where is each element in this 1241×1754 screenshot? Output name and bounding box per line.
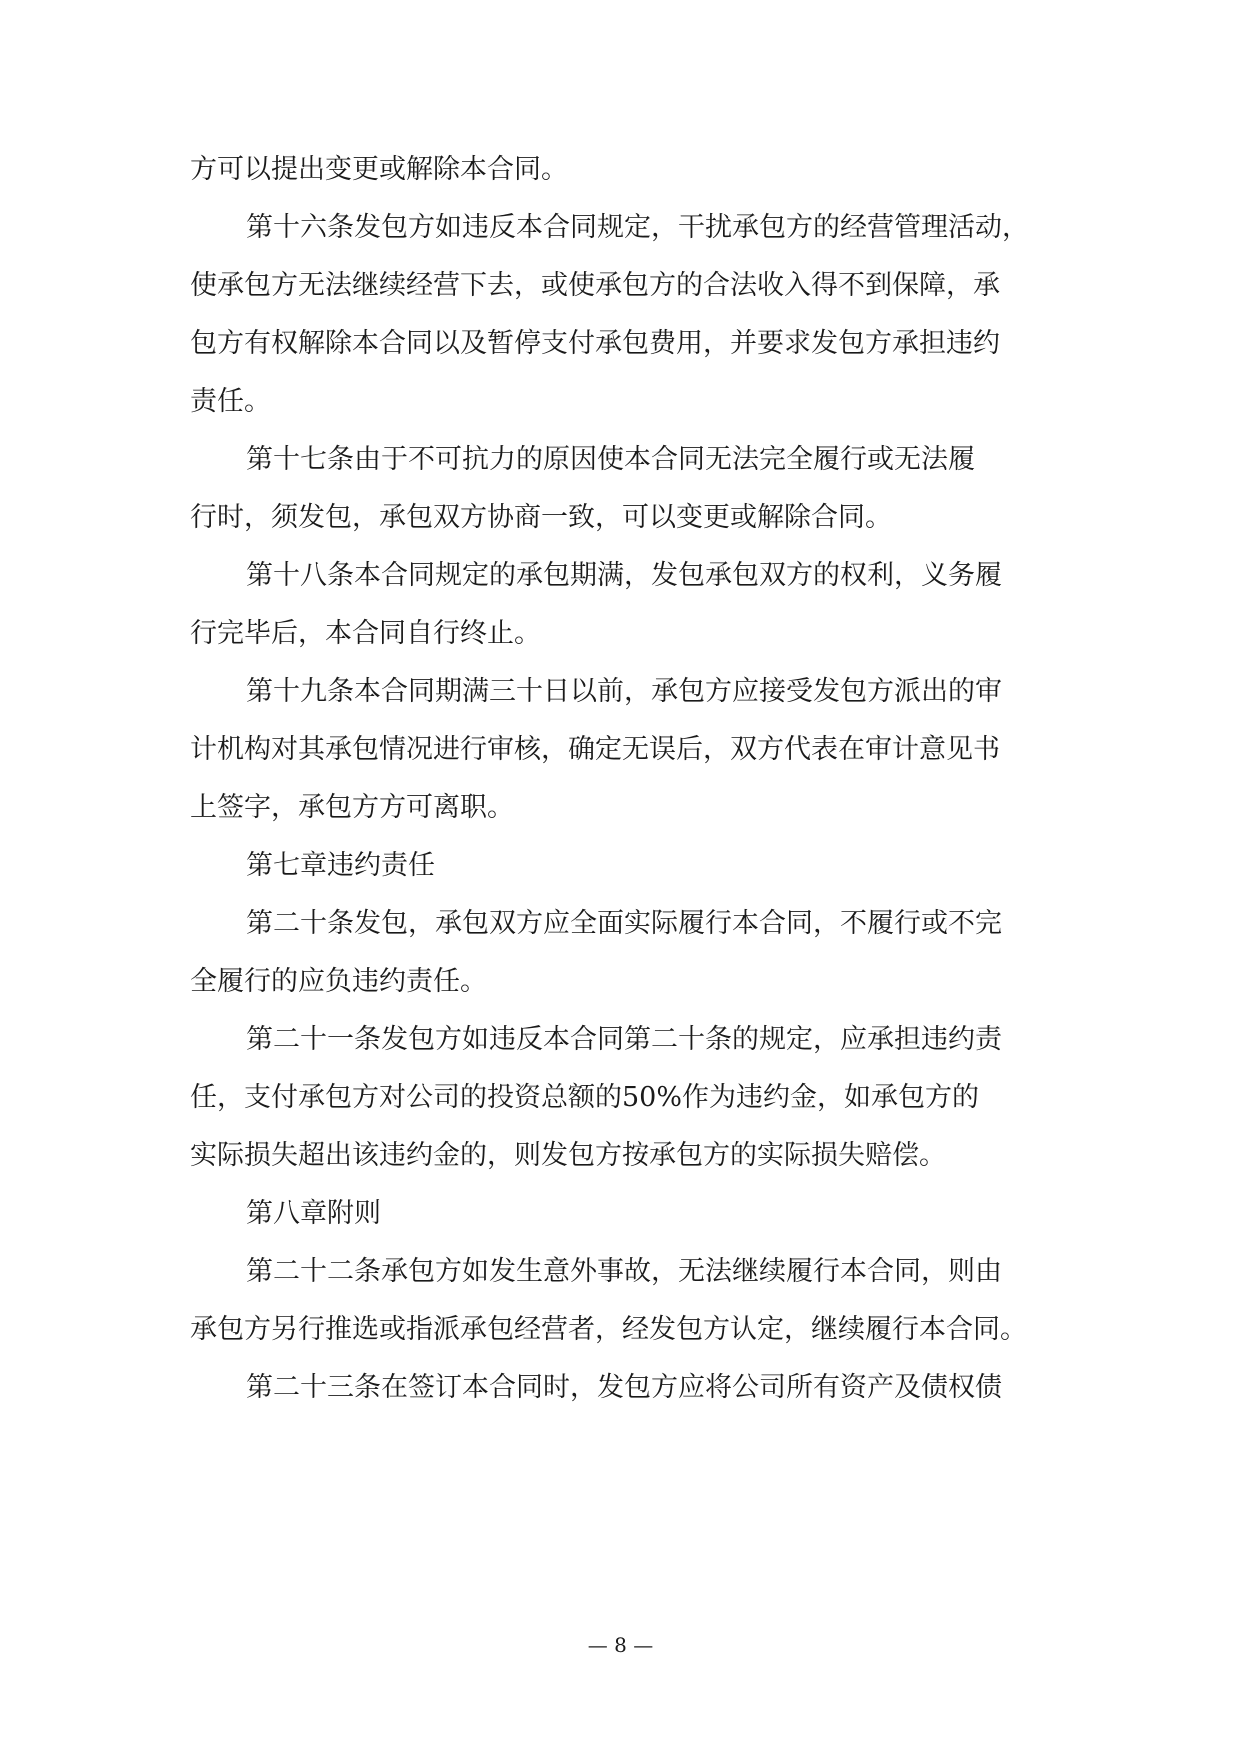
text-line: 包方有权解除本合同以及暂停支付承包费用，并要求发包方承担违约 — [190, 328, 1000, 359]
text-line: 实际损失超出该违约金的，则发包方按承包方的实际损失赔偿。 — [190, 1140, 946, 1171]
text-line: 上签字，承包方方可离职。 — [190, 792, 514, 823]
text-line: 使承包方无法继续经营下去，或使承包方的合法收入得不到保障，承 — [190, 270, 1000, 301]
text-line: 第十九条本合同期满三十日以前，承包方应接受发包方派出的审 — [246, 676, 1002, 707]
page-number: — 8 — — [587, 1633, 654, 1657]
text-line: 任，支付承包方对公司的投资总额的50%作为违约金，如承包方的 — [190, 1082, 980, 1113]
text-line: 承包方另行推选或指派承包经营者，经发包方认定，继续履行本合同。 — [190, 1314, 1027, 1345]
chapter-heading: 第八章附则 — [246, 1198, 381, 1229]
text-line: 第十八条本合同规定的承包期满，发包承包双方的权利，义务履 — [246, 560, 1002, 591]
text-line: 全履行的应负违约责任。 — [190, 966, 487, 997]
text-line: 第二十条发包，承包双方应全面实际履行本合同，不履行或不完 — [246, 908, 1002, 939]
text-line: 第二十一条发包方如违反本合同第二十条的规定，应承担违约责 — [246, 1024, 1002, 1055]
text-line: 第二十二条承包方如发生意外事故，无法继续履行本合同，则由 — [246, 1256, 1002, 1287]
text-line: 第十六条发包方如违反本合同规定，干扰承包方的经营管理活动， — [246, 212, 1029, 243]
text-line: 第十七条由于不可抗力的原因使本合同无法完全履行或无法履 — [246, 444, 975, 475]
text-line: 第二十三条在签订本合同时，发包方应将公司所有资产及债权债 — [246, 1372, 1002, 1403]
text-line: 方可以提出变更或解除本合同。 — [190, 154, 568, 185]
chapter-heading: 第七章违约责任 — [246, 850, 435, 881]
text-line: 行时，须发包，承包双方协商一致，可以变更或解除合同。 — [190, 502, 892, 533]
text-line: 责任。 — [190, 386, 271, 417]
text-line: 计机构对其承包情况进行审核，确定无误后，双方代表在审计意见书 — [190, 734, 1000, 765]
text-line: 行完毕后，本合同自行终止。 — [190, 618, 541, 649]
